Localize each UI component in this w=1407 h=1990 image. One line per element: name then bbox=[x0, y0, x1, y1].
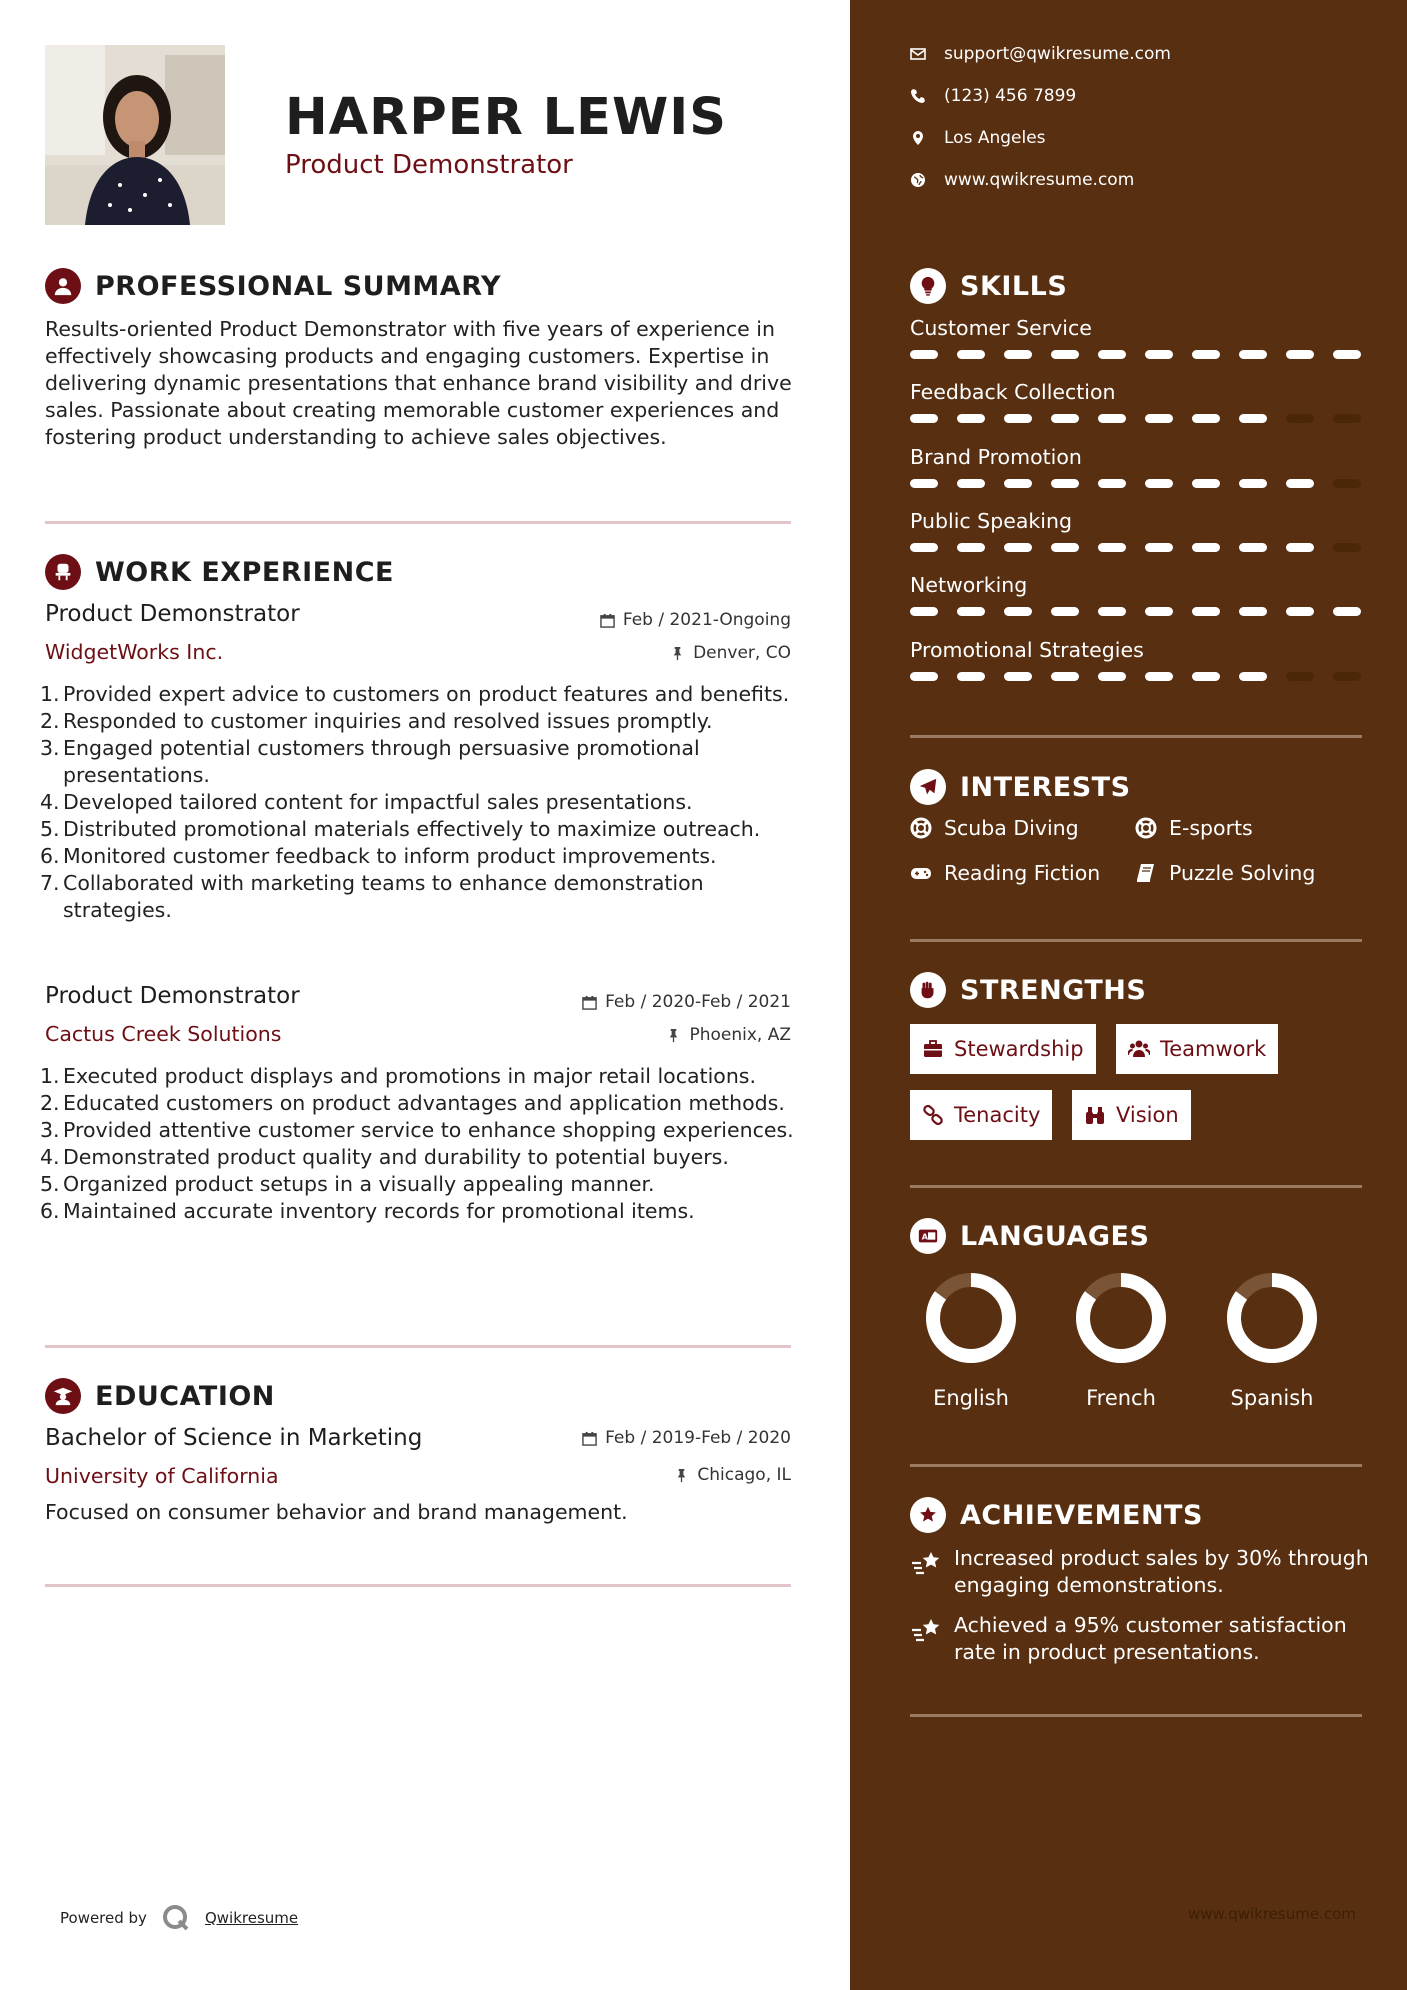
binoculars-icon bbox=[1084, 1104, 1106, 1126]
divider bbox=[910, 939, 1362, 942]
skill-level-segment bbox=[1004, 607, 1032, 616]
skill-level-segment bbox=[1286, 414, 1314, 423]
interest-item bbox=[910, 861, 1100, 885]
achievements-heading bbox=[910, 1497, 1203, 1533]
list-item: Monitored customer feedback to inform product improvements. bbox=[63, 844, 717, 868]
skill-level-segment bbox=[910, 672, 938, 681]
divider bbox=[45, 1345, 791, 1348]
powered-by-label: Powered by bbox=[60, 1909, 147, 1927]
calendar-icon bbox=[600, 613, 615, 628]
skill-level-segment bbox=[1051, 672, 1079, 681]
skill-level-segment bbox=[1004, 414, 1032, 423]
contact-location-text: Los Angeles bbox=[944, 128, 1046, 148]
list-item: Distributed promotional materials effectively to maximize outreach. bbox=[63, 817, 761, 841]
strength-label: Stewardship bbox=[954, 1037, 1084, 1061]
education-heading-label: EDUCATION bbox=[95, 1380, 275, 1412]
skill-level-segment bbox=[1145, 350, 1173, 359]
skill-level-bar bbox=[910, 479, 1365, 488]
skill-level-segment bbox=[910, 414, 938, 423]
contact-phone bbox=[910, 86, 1076, 106]
list-item: Executed product displays and promotions in major retail locations. bbox=[63, 1064, 757, 1088]
list-item: Organized product setups in a visually appealing manner. bbox=[63, 1172, 655, 1196]
strengths-heading bbox=[910, 972, 1146, 1008]
skill-level-segment bbox=[957, 607, 985, 616]
divider bbox=[910, 735, 1362, 738]
interest-item bbox=[1135, 816, 1253, 840]
list-item: Provided expert advice to customers on product features and benefits. bbox=[63, 682, 790, 706]
book-icon bbox=[1135, 862, 1157, 884]
strength-label: Tenacity bbox=[954, 1103, 1041, 1127]
skills-heading bbox=[910, 268, 1067, 304]
skill-label: Feedback Collection bbox=[910, 380, 1116, 404]
candidate-title: Product Demonstrator bbox=[285, 150, 573, 180]
skill-level-segment bbox=[1145, 672, 1173, 681]
user-icon bbox=[45, 268, 81, 304]
skill-level-segment bbox=[1333, 479, 1361, 488]
strength-tag bbox=[1072, 1090, 1191, 1140]
skill-level-segment bbox=[1239, 350, 1267, 359]
sidebar bbox=[850, 0, 1407, 1990]
strengths-heading-label: STRENGTHS bbox=[960, 974, 1147, 1006]
life-ring-icon bbox=[1135, 817, 1157, 839]
chair-icon bbox=[45, 554, 81, 590]
skill-level-segment bbox=[1145, 543, 1173, 552]
skill-level-segment bbox=[1051, 414, 1079, 423]
skill-level-segment bbox=[957, 350, 985, 359]
skill-level-segment bbox=[1051, 479, 1079, 488]
summary-heading-label: PROFESSIONAL SUMMARY bbox=[95, 270, 502, 302]
life-ring-icon bbox=[910, 817, 932, 839]
skill-level-segment bbox=[1333, 543, 1361, 552]
skill-level-segment bbox=[1239, 543, 1267, 552]
job-location bbox=[666, 1025, 791, 1045]
skill-label: Brand Promotion bbox=[910, 445, 1082, 469]
skill-level-segment bbox=[1098, 414, 1126, 423]
skill-level-segment bbox=[1004, 479, 1032, 488]
languages-heading bbox=[910, 1218, 1149, 1254]
skill-label: Public Speaking bbox=[910, 509, 1072, 533]
skill-level-segment bbox=[1192, 543, 1220, 552]
skill-level-segment bbox=[910, 543, 938, 552]
map-marker-icon bbox=[910, 130, 926, 146]
interest-item bbox=[1135, 861, 1315, 885]
pin-icon bbox=[666, 1028, 681, 1043]
skill-level-segment bbox=[1051, 543, 1079, 552]
shooting-star-icon bbox=[910, 1549, 944, 1579]
skill-level-segment bbox=[1286, 543, 1314, 552]
job-title: Product Demonstrator bbox=[45, 983, 300, 1009]
company-name: Cactus Creek Solutions bbox=[45, 1022, 282, 1046]
phone-icon bbox=[910, 88, 926, 104]
interest-label: Scuba Diving bbox=[944, 816, 1079, 840]
skill-level-segment bbox=[910, 350, 938, 359]
skill-item bbox=[910, 509, 1365, 552]
link-icon bbox=[922, 1104, 944, 1126]
interest-label: Reading Fiction bbox=[944, 861, 1101, 885]
shooting-star-icon bbox=[910, 1616, 944, 1646]
divider bbox=[45, 1584, 791, 1587]
pin-icon bbox=[670, 646, 685, 661]
skill-level-segment bbox=[1333, 350, 1361, 359]
strength-tag bbox=[1116, 1024, 1278, 1074]
job-date bbox=[600, 610, 791, 630]
interest-label: Puzzle Solving bbox=[1169, 861, 1316, 885]
skill-level-segment bbox=[1098, 350, 1126, 359]
skill-label: Promotional Strategies bbox=[910, 638, 1144, 662]
work-heading bbox=[45, 554, 394, 590]
star-badge-icon bbox=[910, 1497, 946, 1533]
education-date-text: Feb / 2019-Feb / 2020 bbox=[605, 1428, 791, 1448]
summary-text: Results-oriented Product Demonstrator with five years of experience in effectively showcasing products and engaging customers. Expertise in delivering dynamic presentations that enhance brand visibility and drive sales. Passionate about creating memorable customer experiences and fostering product understanding to achieve sales objectives. bbox=[45, 317, 792, 449]
skill-level-segment bbox=[1145, 479, 1173, 488]
svg-text:A: A bbox=[921, 1231, 928, 1242]
skill-label: Customer Service bbox=[910, 316, 1092, 340]
job-date-text: Feb / 2021-Ongoing bbox=[622, 610, 791, 630]
job-date bbox=[582, 992, 791, 1012]
fist-icon bbox=[910, 972, 946, 1008]
skill-item bbox=[910, 380, 1365, 423]
profile-photo bbox=[45, 45, 225, 225]
achievement-item bbox=[910, 1612, 1370, 1666]
envelope-icon bbox=[910, 46, 926, 62]
skill-level-segment bbox=[1192, 672, 1220, 681]
language-ring bbox=[1222, 1268, 1322, 1368]
job-location bbox=[670, 643, 791, 663]
skill-level-segment bbox=[1333, 672, 1361, 681]
degree: Bachelor of Science in Marketing bbox=[45, 1425, 423, 1451]
list-item: Demonstrated product quality and durability to potential buyers. bbox=[63, 1145, 729, 1169]
company-name: WidgetWorks Inc. bbox=[45, 640, 224, 664]
pin-icon bbox=[674, 1468, 689, 1483]
skill-level-segment bbox=[1286, 479, 1314, 488]
contact-email-text: support@qwikresume.com bbox=[944, 44, 1171, 64]
contact-website bbox=[910, 170, 1134, 190]
skill-level-segment bbox=[1098, 672, 1126, 681]
summary-heading bbox=[45, 268, 501, 304]
skill-level-segment bbox=[1004, 672, 1032, 681]
skill-level-segment bbox=[1239, 672, 1267, 681]
list-item: Educated customers on product advantages and application methods. bbox=[63, 1091, 785, 1115]
list-item: Collaborated with marketing teams to enhance demonstration strategies. bbox=[63, 871, 704, 922]
skill-level-segment bbox=[1239, 607, 1267, 616]
list-item: Responded to customer inquiries and resolved issues promptly. bbox=[63, 709, 713, 733]
skill-level-segment bbox=[1004, 543, 1032, 552]
divider bbox=[910, 1714, 1362, 1717]
interest-label: E-sports bbox=[1169, 816, 1253, 840]
qwikresume-link[interactable]: Qwikresume bbox=[204, 1909, 299, 1927]
skill-level-segment bbox=[910, 479, 938, 488]
achievements-heading-label: ACHIEVEMENTS bbox=[960, 1499, 1203, 1531]
achievement-text: Achieved a 95% customer satisfaction rate in product presentations. bbox=[954, 1613, 1347, 1664]
strength-tag bbox=[910, 1090, 1052, 1140]
language-item bbox=[1056, 1268, 1186, 1410]
skill-level-segment bbox=[1098, 479, 1126, 488]
list-item: Engaged potential customers through persuasive promotional presentations. bbox=[63, 736, 700, 787]
skill-level-segment bbox=[1192, 479, 1220, 488]
divider bbox=[910, 1185, 1362, 1188]
skill-level-segment bbox=[957, 672, 985, 681]
skill-level-bar bbox=[910, 543, 1365, 552]
achievement-item bbox=[910, 1545, 1370, 1599]
divider bbox=[910, 1464, 1362, 1467]
list-item: Developed tailored content for impactful sales presentations. bbox=[63, 790, 693, 814]
skill-label: Networking bbox=[910, 573, 1028, 597]
skill-level-segment bbox=[1239, 479, 1267, 488]
education-heading bbox=[45, 1378, 275, 1414]
skill-level-bar bbox=[910, 607, 1365, 616]
skill-level-segment bbox=[957, 414, 985, 423]
skill-item bbox=[910, 638, 1365, 681]
skill-level-bar bbox=[910, 350, 1365, 359]
strength-label: Teamwork bbox=[1160, 1037, 1267, 1061]
skill-level-segment bbox=[1333, 607, 1361, 616]
graduate-icon bbox=[45, 1378, 81, 1414]
divider bbox=[45, 521, 791, 524]
paper-plane-icon bbox=[910, 769, 946, 805]
interest-item bbox=[910, 816, 1079, 840]
language-item bbox=[906, 1268, 1036, 1410]
skill-level-segment bbox=[957, 543, 985, 552]
contact-email bbox=[910, 44, 1171, 64]
job-bullets bbox=[40, 1063, 800, 1225]
skill-level-segment bbox=[1051, 350, 1079, 359]
skill-level-segment bbox=[1192, 607, 1220, 616]
language-ring bbox=[1071, 1268, 1171, 1368]
language-icon bbox=[910, 1218, 946, 1254]
school-name: University of California bbox=[45, 1464, 279, 1488]
language-ring bbox=[921, 1268, 1021, 1368]
skill-level-segment bbox=[1004, 350, 1032, 359]
job-location-text: Denver, CO bbox=[693, 643, 791, 663]
skill-level-segment bbox=[1145, 607, 1173, 616]
skill-item bbox=[910, 316, 1365, 359]
job-title: Product Demonstrator bbox=[45, 601, 300, 627]
language-label: Spanish bbox=[1230, 1386, 1314, 1410]
calendar-icon bbox=[582, 1431, 597, 1446]
education-note: Focused on consumer behavior and brand management. bbox=[45, 1500, 628, 1524]
skill-item bbox=[910, 445, 1365, 488]
skill-level-segment bbox=[1286, 350, 1314, 359]
qwikresume-logo-icon bbox=[161, 1903, 191, 1933]
powered-by bbox=[60, 1903, 298, 1933]
contact-location bbox=[910, 128, 1046, 148]
skill-level-segment bbox=[1098, 543, 1126, 552]
skill-level-segment bbox=[1192, 350, 1220, 359]
strength-label: Vision bbox=[1116, 1103, 1179, 1127]
gamepad-icon bbox=[910, 862, 932, 884]
skill-item bbox=[910, 573, 1365, 616]
skill-level-segment bbox=[1286, 672, 1314, 681]
globe-icon bbox=[910, 172, 926, 188]
skill-level-segment bbox=[1333, 414, 1361, 423]
skill-level-segment bbox=[1239, 414, 1267, 423]
education-date bbox=[582, 1428, 791, 1448]
skill-level-bar bbox=[910, 672, 1365, 681]
interests-heading-label: INTERESTS bbox=[960, 771, 1131, 803]
list-item: Maintained accurate inventory records for promotional items. bbox=[63, 1199, 695, 1223]
skill-level-bar bbox=[910, 414, 1365, 423]
contact-phone-text: (123) 456 7899 bbox=[944, 86, 1077, 106]
calendar-icon bbox=[582, 995, 597, 1010]
languages-heading-label: LANGUAGES bbox=[960, 1220, 1150, 1252]
language-label: French bbox=[1086, 1386, 1156, 1410]
candidate-name: HARPER LEWIS bbox=[285, 88, 727, 147]
language-item bbox=[1207, 1268, 1337, 1410]
watermark: www.qwikresume.com bbox=[1188, 1905, 1356, 1923]
language-label: English bbox=[933, 1386, 1009, 1410]
lightbulb-icon bbox=[910, 268, 946, 304]
skill-level-segment bbox=[1051, 607, 1079, 616]
skill-level-segment bbox=[1286, 607, 1314, 616]
skill-level-segment bbox=[1192, 414, 1220, 423]
education-location bbox=[674, 1465, 791, 1485]
job-bullets bbox=[40, 681, 800, 924]
contact-website-text: www.qwikresume.com bbox=[944, 170, 1135, 190]
skill-level-segment bbox=[957, 479, 985, 488]
skill-level-segment bbox=[910, 607, 938, 616]
skill-level-segment bbox=[1145, 414, 1173, 423]
skills-heading-label: SKILLS bbox=[960, 270, 1068, 302]
education-location-text: Chicago, IL bbox=[697, 1465, 791, 1485]
job-location-text: Phoenix, AZ bbox=[689, 1025, 791, 1045]
work-heading-label: WORK EXPERIENCE bbox=[95, 556, 394, 588]
list-item: Provided attentive customer service to enhance shopping experiences. bbox=[63, 1118, 794, 1142]
skill-level-segment bbox=[1098, 607, 1126, 616]
job-date-text: Feb / 2020-Feb / 2021 bbox=[605, 992, 791, 1012]
briefcase-icon bbox=[922, 1038, 944, 1060]
strength-tag bbox=[910, 1024, 1096, 1074]
users-icon bbox=[1128, 1038, 1150, 1060]
interests-heading bbox=[910, 769, 1131, 805]
achievement-text: Increased product sales by 30% through engaging demonstrations. bbox=[954, 1546, 1369, 1597]
